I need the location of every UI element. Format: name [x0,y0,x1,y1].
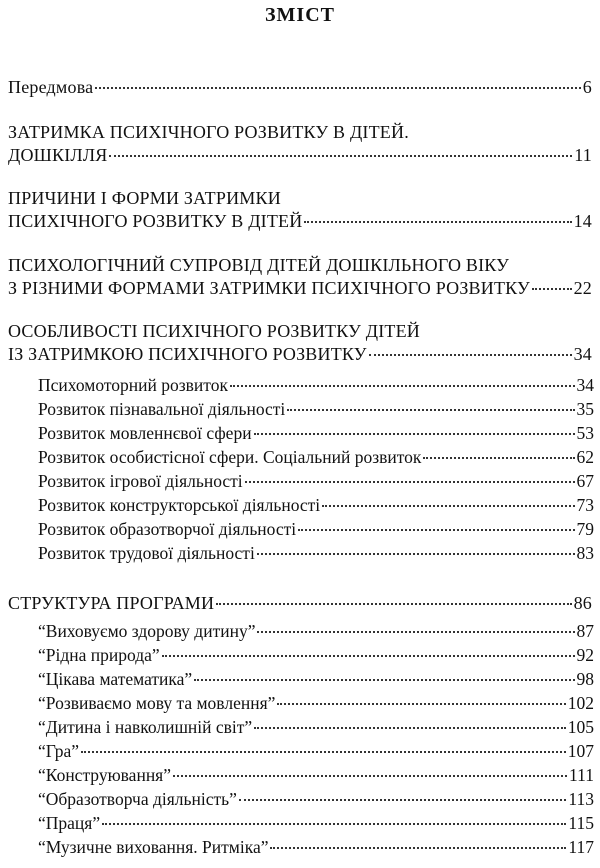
toc-entry-title: СТРУКТУРА ПРОГРАМИ [8,593,215,613]
toc-page-number: 87 [576,621,594,641]
toc-entry-title: Передмова [8,77,94,97]
toc-subentry[interactable] [38,788,594,811]
toc-entry-title: “Дитина і навколишній світ” [38,717,253,737]
dot-leader [369,354,572,356]
toc-page-number: 117 [568,837,594,857]
toc-subentry[interactable] [38,668,594,691]
toc-page-number: 102 [567,693,594,713]
dot-leader [162,655,575,657]
dot-leader [423,457,574,459]
toc-page-number: 14 [573,211,592,231]
toc-page-number: 115 [568,813,594,833]
toc-page-number: 35 [576,399,594,419]
dot-leader [239,799,567,801]
toc-page-number: 53 [576,423,594,443]
toc-entry-title: Розвиток трудової діяльності [38,543,255,563]
toc-entry-title: ОСОБЛИВОСТІ ПСИХІЧНОГО РОЗВИТКУ ДІТЕЙ [8,321,420,341]
toc-page-number: 105 [567,717,594,737]
dot-leader [194,679,574,681]
dot-leader [109,155,572,157]
toc-entry-title: Психомоторний розвиток [38,375,228,395]
toc-entry-program-structure[interactable] [8,592,592,615]
toc-subentry[interactable] [38,692,594,715]
toc-entry-title: “Розвиваємо мову та мовлення” [38,693,276,713]
dot-leader [257,553,575,555]
toc-page-number: 86 [573,593,592,613]
toc-entry-title-cont: З РІЗНИМИ ФОРМАМИ ЗАТРИМКИ ПСИХІЧНОГО РОЗВИТКУ [8,278,530,298]
toc-entry-title: “Музичне виховання. Ритміка” [38,837,269,857]
dot-leader [102,823,566,825]
toc-page-number: 107 [567,741,594,761]
dot-leader [322,505,574,507]
dot-leader [95,87,580,89]
dot-leader [270,847,566,849]
dot-leader [245,481,575,483]
toc-page-number: 11 [574,145,592,165]
toc-entry-delay-preschool[interactable] [8,121,592,167]
toc-subentry[interactable] [38,494,594,517]
toc-entry-title: Розвиток ігрової діяльності [38,471,243,491]
toc-subentry[interactable] [38,812,594,835]
dot-leader [254,727,566,729]
toc-subentry[interactable] [38,740,594,763]
toc-entry-title: Розвиток мовленнєвої сфери [38,423,252,443]
dot-leader [304,221,571,223]
dot-leader [216,603,571,605]
toc-entry-foreword[interactable] [8,76,592,99]
toc-entry-title: Розвиток конструкторської діяльності [38,495,321,515]
toc-page-number: 22 [573,278,592,298]
toc-subentry[interactable] [38,518,594,541]
toc-entry-title: “Праця” [38,813,101,833]
toc-entry-title: Розвиток пізнавальної діяльності [38,399,286,419]
toc-entry-title: Розвиток образотворчої діяльності [38,519,297,539]
toc-entry-title: Розвиток особистісної сфери. Соціальний розвиток [38,447,422,467]
toc-page-number: 34 [573,344,592,364]
toc-entry-causes-forms[interactable] [8,187,592,233]
toc-entry-psych-support[interactable] [8,254,592,300]
toc-entry-title: ПРИЧИНИ І ФОРМИ ЗАТРИМКИ [8,188,281,208]
dot-leader [277,703,565,705]
toc-entry-title-cont: ІЗ ЗАТРИМКОЮ ПСИХІЧНОГО РОЗВИТКУ [8,344,367,364]
toc-subentry[interactable] [38,620,594,643]
dot-leader [257,631,574,633]
dot-leader [287,409,574,411]
toc-page-number: 6 [582,77,592,97]
toc-subentry[interactable] [38,398,594,421]
page-title: ЗМІСТ [265,4,335,26]
dot-leader [173,775,567,777]
toc-page-number: 92 [576,645,594,665]
toc-subentry[interactable] [38,374,594,397]
toc-entry-title: “Рідна природа” [38,645,160,665]
toc-entry-title: “Гра” [38,741,80,761]
toc-entry-title: “Конструювання” [38,765,172,785]
dot-leader [298,529,574,531]
toc-subentry[interactable] [38,470,594,493]
toc-subentry[interactable] [38,836,594,859]
toc-entry-title: “Образотворча діяльність” [38,789,237,809]
toc-subentry[interactable] [38,446,594,469]
dot-leader [254,433,575,435]
toc-page-number: 98 [576,669,594,689]
toc-subentry[interactable] [38,764,594,787]
toc-page-number: 113 [568,789,594,809]
toc-entry-title-cont: ДОШКІЛЛЯ [8,145,108,165]
toc-page-number: 79 [576,519,594,539]
toc-page-number: 67 [576,471,594,491]
toc-page-number: 73 [576,495,594,515]
dot-leader [230,385,575,387]
toc-subentry[interactable] [38,716,594,739]
toc-entry-title: “Цікава математика” [38,669,193,689]
toc-page-number: 83 [576,543,594,563]
toc-page-number: 62 [576,447,594,467]
toc-entry-peculiarities[interactable] [8,320,592,366]
toc-entry-title: “Виховуємо здорову дитину” [38,621,256,641]
toc-entry-title: ЗАТРИМКА ПСИХІЧНОГО РОЗВИТКУ В ДІТЕЙ. [8,122,409,142]
toc-subentry[interactable] [38,644,594,667]
toc-entry-title: ПСИХОЛОГІЧНИЙ СУПРОВІД ДІТЕЙ ДОШКІЛЬНОГО ВІКУ [8,255,510,275]
dot-leader [81,751,566,753]
toc-page-number: 111 [569,765,594,785]
toc-entry-title-cont: ПСИХІЧНОГО РОЗВИТКУ В ДІТЕЙ [8,211,303,231]
toc-subentry[interactable] [38,422,594,445]
toc-page-number: 34 [576,375,594,395]
toc-subentry[interactable] [38,542,594,565]
dot-leader [532,288,572,290]
